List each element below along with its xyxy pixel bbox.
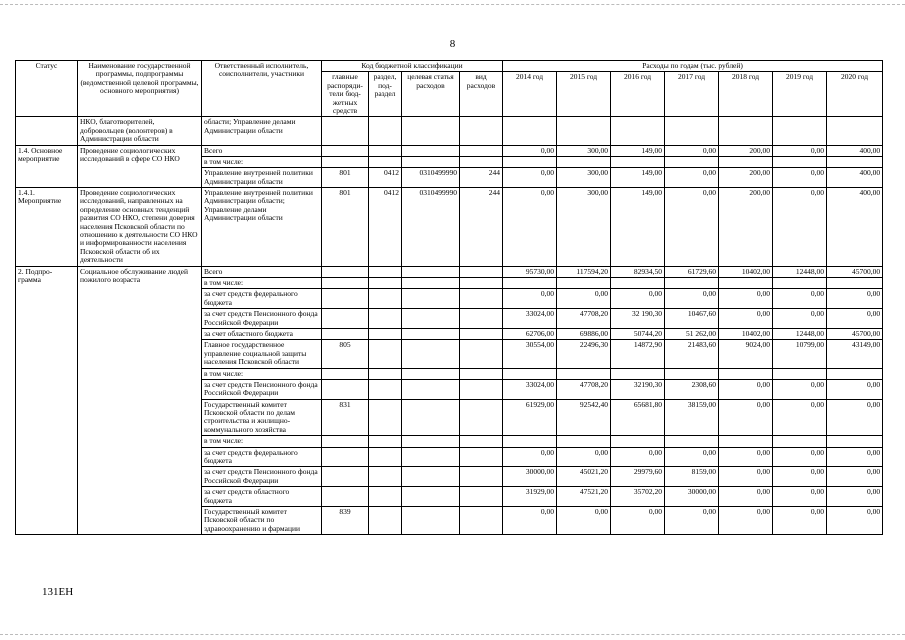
grbs-cell xyxy=(322,156,369,167)
status-cell: 2. Подпро- грамма xyxy=(16,266,78,535)
header-year-2014: 2014 год xyxy=(503,72,557,117)
amount-2017-cell: 30000,00 xyxy=(665,487,719,507)
document-code: 131ЕН xyxy=(42,586,74,598)
amount-2019-cell: 12448,00 xyxy=(773,266,827,277)
header-target-article: целевая статья расходов xyxy=(402,72,460,117)
section-cell xyxy=(369,266,402,277)
scan-edge-bottom xyxy=(0,634,905,635)
section-cell xyxy=(369,487,402,507)
grbs-cell xyxy=(322,379,369,399)
table-row xyxy=(16,266,883,277)
table-row xyxy=(16,145,883,156)
responsible-cell: Управление внутренней политики Администрации области; Управление делами Администрации области xyxy=(202,188,322,267)
status-cell: 1.4. Основное мероприятие xyxy=(16,145,78,188)
amount-2016-cell: 35702,20 xyxy=(611,487,665,507)
expense-type-cell xyxy=(460,117,503,145)
header-budget-classification: Код бюджетной классификации xyxy=(322,61,503,72)
amount-2020-cell xyxy=(827,117,883,145)
amount-2018-cell xyxy=(719,277,773,288)
amount-2019-cell: 10799,00 xyxy=(773,340,827,368)
section-cell xyxy=(369,117,402,145)
table-body xyxy=(16,117,883,535)
section-cell xyxy=(369,399,402,436)
expense-type-cell xyxy=(460,328,503,339)
amount-2017-cell: 0,00 xyxy=(665,168,719,188)
header-year-2017: 2017 год xyxy=(665,72,719,117)
grbs-cell xyxy=(322,145,369,156)
section-cell xyxy=(369,328,402,339)
amount-2018-cell: 0,00 xyxy=(719,447,773,467)
amount-2020-cell xyxy=(827,368,883,379)
amount-2019-cell: 0,00 xyxy=(773,188,827,267)
target-article-cell xyxy=(402,506,460,534)
amount-2019-cell xyxy=(773,368,827,379)
amount-2014-cell: 95730,00 xyxy=(503,266,557,277)
responsible-cell: в том числе: xyxy=(202,156,322,167)
amount-2020-cell: 0,00 xyxy=(827,487,883,507)
amount-2019-cell xyxy=(773,277,827,288)
amount-2015-cell: 0,00 xyxy=(557,289,611,309)
grbs-cell xyxy=(322,309,369,329)
header-name: Наименование государственной программы, подпрограммы (ведомственной целевой программы, основного мероприятия) xyxy=(78,61,202,117)
amount-2015-cell: 22496,30 xyxy=(557,340,611,368)
target-article-cell xyxy=(402,368,460,379)
status-cell: 1.4.1. Мероприятие xyxy=(16,188,78,267)
amount-2016-cell xyxy=(611,156,665,167)
amount-2018-cell: 0,00 xyxy=(719,506,773,534)
expense-type-cell xyxy=(460,340,503,368)
section-cell xyxy=(369,467,402,487)
header-year-2020: 2020 год xyxy=(827,72,883,117)
amount-2019-cell: 0,00 xyxy=(773,399,827,436)
section-cell xyxy=(369,379,402,399)
target-article-cell xyxy=(402,436,460,447)
section-cell xyxy=(369,156,402,167)
amount-2016-cell: 149,00 xyxy=(611,168,665,188)
grbs-cell xyxy=(322,117,369,145)
grbs-cell xyxy=(322,277,369,288)
amount-2019-cell: 0,00 xyxy=(773,168,827,188)
amount-2015-cell xyxy=(557,436,611,447)
responsible-cell: Всего xyxy=(202,145,322,156)
amount-2020-cell: 0,00 xyxy=(827,309,883,329)
section-cell xyxy=(369,289,402,309)
expense-type-cell xyxy=(460,145,503,156)
amount-2014-cell: 33024,00 xyxy=(503,309,557,329)
amount-2015-cell: 92542,40 xyxy=(557,399,611,436)
responsible-cell: за счет средств Пенсионного фонда Российской Федерации xyxy=(202,379,322,399)
amount-2020-cell xyxy=(827,436,883,447)
responsible-cell: за счет средств областного бюджета xyxy=(202,487,322,507)
grbs-cell xyxy=(322,328,369,339)
header-expenses: Расходы по годам (тыс. рублей) xyxy=(503,61,883,72)
amount-2016-cell xyxy=(611,368,665,379)
section-cell xyxy=(369,506,402,534)
amount-2017-cell: 51 262,00 xyxy=(665,328,719,339)
header-status: Статус xyxy=(16,61,78,117)
expense-type-cell xyxy=(460,289,503,309)
amount-2015-cell: 300,00 xyxy=(557,145,611,156)
grbs-cell: 831 xyxy=(322,399,369,436)
amount-2017-cell: 10467,60 xyxy=(665,309,719,329)
amount-2020-cell: 400,00 xyxy=(827,168,883,188)
grbs-cell xyxy=(322,266,369,277)
amount-2019-cell: 12448,00 xyxy=(773,328,827,339)
header-year-2019: 2019 год xyxy=(773,72,827,117)
target-article-cell xyxy=(402,277,460,288)
amount-2019-cell: 0,00 xyxy=(773,145,827,156)
amount-2018-cell: 10402,00 xyxy=(719,266,773,277)
amount-2014-cell xyxy=(503,277,557,288)
amount-2015-cell: 45021,20 xyxy=(557,467,611,487)
grbs-cell xyxy=(322,487,369,507)
amount-2019-cell: 0,00 xyxy=(773,447,827,467)
amount-2016-cell: 0,00 xyxy=(611,289,665,309)
amount-2016-cell xyxy=(611,117,665,145)
amount-2016-cell: 0,00 xyxy=(611,447,665,467)
amount-2016-cell: 149,00 xyxy=(611,188,665,267)
table-row xyxy=(16,117,883,145)
responsible-cell: Главное государственное управление социальной защиты населения Псковской области xyxy=(202,340,322,368)
amount-2014-cell: 0,00 xyxy=(503,168,557,188)
amount-2014-cell xyxy=(503,368,557,379)
amount-2018-cell: 200,00 xyxy=(719,188,773,267)
amount-2015-cell: 47708,20 xyxy=(557,309,611,329)
amount-2017-cell: 61729,60 xyxy=(665,266,719,277)
amount-2016-cell: 50744,20 xyxy=(611,328,665,339)
header-expense-type: вид расходов xyxy=(460,72,503,117)
target-article-cell xyxy=(402,340,460,368)
target-article-cell xyxy=(402,156,460,167)
header-year-2016: 2016 год xyxy=(611,72,665,117)
status-cell xyxy=(16,117,78,145)
target-article-cell xyxy=(402,289,460,309)
amount-2017-cell: 2308,60 xyxy=(665,379,719,399)
amount-2017-cell: 21483,60 xyxy=(665,340,719,368)
amount-2016-cell xyxy=(611,436,665,447)
amount-2017-cell xyxy=(665,117,719,145)
responsible-cell: за счет средств федерального бюджета xyxy=(202,289,322,309)
responsible-cell: в том числе: xyxy=(202,277,322,288)
section-cell xyxy=(369,309,402,329)
target-article-cell xyxy=(402,309,460,329)
amount-2016-cell: 65681,80 xyxy=(611,399,665,436)
amount-2019-cell: 0,00 xyxy=(773,309,827,329)
target-article-cell xyxy=(402,487,460,507)
expense-type-cell xyxy=(460,487,503,507)
responsible-cell: за счет областного бюджета xyxy=(202,328,322,339)
responsible-cell: за счет средств федерального бюджета xyxy=(202,447,322,467)
expense-type-cell xyxy=(460,368,503,379)
amount-2016-cell: 149,00 xyxy=(611,145,665,156)
grbs-cell: 805 xyxy=(322,340,369,368)
amount-2017-cell xyxy=(665,156,719,167)
expense-type-cell xyxy=(460,447,503,467)
amount-2020-cell: 0,00 xyxy=(827,467,883,487)
amount-2018-cell xyxy=(719,436,773,447)
amount-2014-cell: 31929,00 xyxy=(503,487,557,507)
amount-2020-cell: 0,00 xyxy=(827,506,883,534)
amount-2019-cell: 0,00 xyxy=(773,487,827,507)
grbs-cell: 801 xyxy=(322,168,369,188)
amount-2017-cell: 8159,00 xyxy=(665,467,719,487)
amount-2018-cell: 200,00 xyxy=(719,145,773,156)
target-article-cell: 0310499990 xyxy=(402,188,460,267)
amount-2017-cell: 0,00 xyxy=(665,289,719,309)
amount-2015-cell xyxy=(557,368,611,379)
amount-2017-cell: 0,00 xyxy=(665,145,719,156)
responsible-cell: Всего xyxy=(202,266,322,277)
responsible-cell: Управление внутренней политики Администрации области xyxy=(202,168,322,188)
amount-2017-cell: 38159,00 xyxy=(665,399,719,436)
grbs-cell xyxy=(322,436,369,447)
section-cell xyxy=(369,340,402,368)
target-article-cell xyxy=(402,145,460,156)
table-row xyxy=(16,188,883,267)
amount-2016-cell: 82934,50 xyxy=(611,266,665,277)
amount-2018-cell xyxy=(719,368,773,379)
amount-2017-cell: 0,00 xyxy=(665,447,719,467)
amount-2019-cell: 0,00 xyxy=(773,467,827,487)
scan-edge-top xyxy=(0,4,905,5)
amount-2015-cell xyxy=(557,156,611,167)
target-article-cell xyxy=(402,117,460,145)
amount-2020-cell: 0,00 xyxy=(827,447,883,467)
grbs-cell xyxy=(322,289,369,309)
grbs-cell: 839 xyxy=(322,506,369,534)
amount-2020-cell: 400,00 xyxy=(827,145,883,156)
amount-2017-cell xyxy=(665,436,719,447)
amount-2019-cell: 0,00 xyxy=(773,289,827,309)
amount-2017-cell: 0,00 xyxy=(665,188,719,267)
section-cell xyxy=(369,368,402,379)
program-name-cell: НКО, благотворителей, добровольцев (волонтеров) в Администрации области xyxy=(78,117,202,145)
amount-2019-cell: 0,00 xyxy=(773,379,827,399)
page-number: 8 xyxy=(449,38,456,50)
amount-2018-cell xyxy=(719,156,773,167)
amount-2015-cell: 47521,20 xyxy=(557,487,611,507)
responsible-cell: Государственный комитет Псковской области по здравоохранению и фармации xyxy=(202,506,322,534)
amount-2014-cell xyxy=(503,436,557,447)
target-article-cell xyxy=(402,399,460,436)
amount-2019-cell xyxy=(773,117,827,145)
expense-type-cell: 244 xyxy=(460,168,503,188)
responsible-cell: за счет средств Пенсионного фонда Российской Федерации xyxy=(202,467,322,487)
amount-2014-cell xyxy=(503,156,557,167)
amount-2015-cell xyxy=(557,117,611,145)
amount-2016-cell: 29979,60 xyxy=(611,467,665,487)
amount-2020-cell: 45700,00 xyxy=(827,328,883,339)
amount-2018-cell: 0,00 xyxy=(719,487,773,507)
target-article-cell xyxy=(402,379,460,399)
target-article-cell xyxy=(402,447,460,467)
amount-2016-cell: 0,00 xyxy=(611,506,665,534)
amount-2020-cell: 0,00 xyxy=(827,379,883,399)
responsible-cell: Государственный комитет Псковской области по делам строительства и жилищно- коммунального хозяйства xyxy=(202,399,322,436)
header-year-2018: 2018 год xyxy=(719,72,773,117)
amount-2019-cell xyxy=(773,156,827,167)
amount-2018-cell: 0,00 xyxy=(719,289,773,309)
target-article-cell xyxy=(402,467,460,487)
amount-2017-cell: 0,00 xyxy=(665,506,719,534)
expense-type-cell xyxy=(460,156,503,167)
amount-2015-cell xyxy=(557,277,611,288)
amount-2014-cell: 0,00 xyxy=(503,188,557,267)
target-article-cell: 0310499990 xyxy=(402,168,460,188)
expense-type-cell xyxy=(460,467,503,487)
amount-2020-cell: 0,00 xyxy=(827,289,883,309)
responsible-cell: в том числе: xyxy=(202,368,322,379)
grbs-cell: 801 xyxy=(322,188,369,267)
amount-2020-cell: 400,00 xyxy=(827,188,883,267)
grbs-cell xyxy=(322,447,369,467)
amount-2016-cell: 14872,90 xyxy=(611,340,665,368)
amount-2015-cell: 300,00 xyxy=(557,168,611,188)
responsible-cell: в том числе: xyxy=(202,436,322,447)
amount-2017-cell xyxy=(665,368,719,379)
amount-2017-cell xyxy=(665,277,719,288)
amount-2018-cell: 200,00 xyxy=(719,168,773,188)
program-name-cell: Проведение социологических исследований в сфере СО НКО xyxy=(78,145,202,188)
grbs-cell xyxy=(322,467,369,487)
header-grbs: главные распоряди- тели бюд- жетных средств xyxy=(322,72,369,117)
amount-2018-cell xyxy=(719,117,773,145)
target-article-cell xyxy=(402,328,460,339)
amount-2020-cell: 45700,00 xyxy=(827,266,883,277)
amount-2014-cell: 30000,00 xyxy=(503,467,557,487)
amount-2020-cell: 0,00 xyxy=(827,399,883,436)
amount-2014-cell xyxy=(503,117,557,145)
amount-2014-cell: 0,00 xyxy=(503,145,557,156)
program-name-cell: Проведение социологических исследований, направленных на определение основных тенденций развития СО НКО, степени доверия населения Псковской области по отношению к деятельности СО НКО и информированности населения Псковской области об их деятельности xyxy=(78,188,202,267)
amount-2018-cell: 0,00 xyxy=(719,309,773,329)
amount-2015-cell: 117594,20 xyxy=(557,266,611,277)
amount-2016-cell xyxy=(611,277,665,288)
section-cell xyxy=(369,436,402,447)
amount-2014-cell: 61929,00 xyxy=(503,399,557,436)
amount-2020-cell xyxy=(827,277,883,288)
header-year-2015: 2015 год xyxy=(557,72,611,117)
expense-type-cell xyxy=(460,266,503,277)
section-cell xyxy=(369,447,402,467)
amount-2018-cell: 0,00 xyxy=(719,467,773,487)
amount-2015-cell: 300,00 xyxy=(557,188,611,267)
grbs-cell xyxy=(322,368,369,379)
amount-2018-cell: 0,00 xyxy=(719,399,773,436)
expense-type-cell xyxy=(460,399,503,436)
header-section: раздел, под- раздел xyxy=(369,72,402,117)
amount-2016-cell: 32190,30 xyxy=(611,379,665,399)
amount-2015-cell: 0,00 xyxy=(557,447,611,467)
amount-2014-cell: 0,00 xyxy=(503,506,557,534)
expense-type-cell xyxy=(460,506,503,534)
amount-2014-cell: 62706,00 xyxy=(503,328,557,339)
amount-2014-cell: 0,00 xyxy=(503,289,557,309)
amount-2019-cell: 0,00 xyxy=(773,506,827,534)
amount-2016-cell: 32 190,30 xyxy=(611,309,665,329)
amount-2020-cell xyxy=(827,156,883,167)
amount-2014-cell: 0,00 xyxy=(503,447,557,467)
section-cell xyxy=(369,145,402,156)
header-responsible: Ответственный исполнитель, соисполнители, участники xyxy=(202,61,322,117)
budget-table xyxy=(15,60,883,535)
section-cell: 0412 xyxy=(369,168,402,188)
expense-type-cell xyxy=(460,379,503,399)
expense-type-cell: 244 xyxy=(460,188,503,267)
target-article-cell xyxy=(402,266,460,277)
expense-type-cell xyxy=(460,309,503,329)
amount-2019-cell xyxy=(773,436,827,447)
expense-type-cell xyxy=(460,277,503,288)
section-cell xyxy=(369,277,402,288)
amount-2018-cell: 10402,00 xyxy=(719,328,773,339)
amount-2015-cell: 69886,00 xyxy=(557,328,611,339)
expense-type-cell xyxy=(460,436,503,447)
program-name-cell: Социальное обслуживание людей пожилого возраста xyxy=(78,266,202,535)
amount-2018-cell: 9024,00 xyxy=(719,340,773,368)
amount-2015-cell: 0,00 xyxy=(557,506,611,534)
amount-2020-cell: 43149,00 xyxy=(827,340,883,368)
responsible-cell: за счет средств Пенсионного фонда Российской Федерации xyxy=(202,309,322,329)
amount-2015-cell: 47708,20 xyxy=(557,379,611,399)
responsible-cell: области; Управление делами Администрации области xyxy=(202,117,322,145)
amount-2014-cell: 30554,00 xyxy=(503,340,557,368)
amount-2014-cell: 33024,00 xyxy=(503,379,557,399)
amount-2018-cell: 0,00 xyxy=(719,379,773,399)
section-cell: 0412 xyxy=(369,188,402,267)
